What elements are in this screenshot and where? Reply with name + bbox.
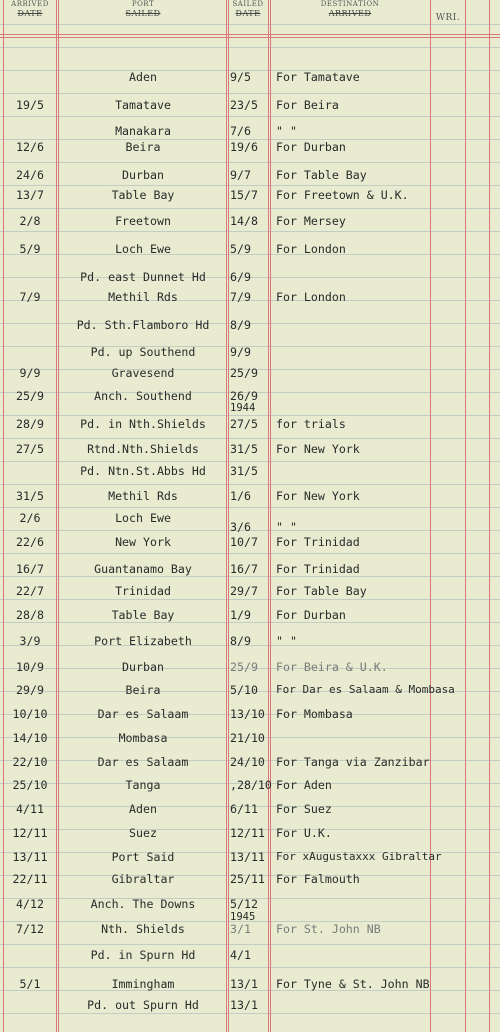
cell-port: Table Bay [111, 608, 175, 622]
year-note: 1945 [230, 911, 256, 923]
cell-port: Dar es Salaam [97, 755, 189, 769]
header-port: PORT SAILED [125, 0, 161, 18]
header-rule [0, 34, 500, 35]
rule-arrived-left [3, 0, 4, 1032]
cell-sail: 25/9 [230, 660, 258, 674]
cell-arr: 4/11 [16, 802, 44, 816]
cell-dest: For Dar es Salaam & Mombasa [276, 683, 455, 696]
cell-port: Manakara [115, 124, 171, 138]
header-destination: DESTINATION ARRIVED [320, 0, 380, 18]
cell-sail: 25/9 [230, 366, 258, 380]
cell-dest: " " [276, 124, 297, 138]
cell-arr: 12/6 [16, 140, 44, 154]
cell-sail: 5/12 [230, 897, 258, 911]
cell-arr: 14/10 [12, 731, 48, 745]
cell-port: Aden [129, 70, 157, 84]
header-sailed: SAILED DATE [232, 0, 264, 18]
cell-arr: 12/11 [12, 826, 48, 840]
cell-port: Durban [122, 660, 164, 674]
cell-sail: 13/11 [230, 850, 265, 864]
cell-arr: 19/5 [16, 98, 44, 112]
cell-dest: For Beira [276, 98, 339, 112]
cell-port: Durban [122, 168, 164, 182]
cell-arr: 10/10 [12, 707, 48, 721]
cell-sail: ,28/10 [230, 778, 272, 792]
cell-arr: 22/11 [12, 872, 48, 886]
cell-port: Pd. east Dunnet Hd [80, 270, 206, 284]
cell-dest: For St. John NB [276, 922, 381, 936]
cell-port: Pd. in Spurn Hd [90, 948, 196, 962]
cell-port: Loch Ewe [115, 242, 171, 256]
header-arrived: ARRIVED DATE [11, 0, 49, 18]
cell-dest: For Suez [276, 802, 332, 816]
cell-arr: 13/11 [12, 850, 48, 864]
cell-port: Port Elizabeth [94, 634, 192, 648]
cell-dest: For Tamatave [276, 70, 360, 84]
cell-port: Gravesend [111, 366, 175, 380]
cell-dest: For London [276, 290, 346, 304]
cell-arr: 29/9 [16, 683, 44, 697]
header-rule-2 [0, 37, 500, 38]
cell-dest: For New York [276, 489, 360, 503]
cell-port: Methil Rds [108, 489, 178, 503]
cell-sail: 9/7 [230, 168, 251, 182]
cell-sail: 25/11 [230, 872, 265, 886]
cell-sail: 7/9 [230, 290, 251, 304]
cell-port: Dar es Salaam [97, 707, 189, 721]
cell-port: Suez [129, 826, 157, 840]
cell-sail: 9/5 [230, 70, 251, 84]
cell-sail: 23/5 [230, 98, 258, 112]
cell-port: Port Said [111, 850, 175, 864]
cell-arr: 22/6 [16, 535, 44, 549]
cell-port: Freetown [115, 214, 171, 228]
cell-sail: 3/1 [230, 922, 251, 936]
cell-port: Nth. Shields [101, 922, 185, 936]
cell-arr: 7/12 [16, 922, 44, 936]
cell-arr: 3/9 [19, 634, 41, 648]
cell-arr: 27/5 [16, 442, 44, 456]
cell-arr: 9/9 [19, 366, 41, 380]
cell-arr: 13/7 [16, 188, 44, 202]
cell-arr: 16/7 [16, 562, 44, 576]
cell-arr: 5/9 [19, 242, 41, 256]
cell-arr: 10/9 [16, 660, 44, 674]
cell-sail: 7/6 [230, 124, 251, 138]
cell-port: Pd. in Nth.Shields [80, 417, 206, 431]
cell-sail: 8/9 [230, 318, 251, 332]
cell-sail: 12/11 [230, 826, 265, 840]
cell-sail: 16/7 [230, 562, 258, 576]
cell-sail: 9/9 [230, 345, 251, 359]
cell-port: Anch. The Downs [90, 897, 196, 911]
cell-port: New York [115, 535, 171, 549]
header-wri: WRI. [435, 13, 461, 23]
cell-port: Pd. Ntn.St.Abbs Hd [80, 464, 206, 478]
cell-arr: 22/10 [12, 755, 48, 769]
cell-sail: 27/5 [230, 417, 258, 431]
cell-port: Aden [129, 802, 157, 816]
cell-port: Tanga [125, 778, 161, 792]
cell-port: Tamatave [115, 98, 171, 112]
cell-dest: for trials [276, 417, 346, 431]
cell-port: Pd. up Southend [90, 345, 196, 359]
cell-port: Guantanamo Bay [94, 562, 192, 576]
cell-dest: For Table Bay [276, 168, 367, 182]
cell-dest: For Tanga via Zanzibar [276, 755, 430, 769]
cell-arr: 25/9 [16, 389, 44, 403]
cell-port: Rtnd.Nth.Shields [87, 442, 199, 456]
year-note: 1944 [230, 402, 256, 414]
cell-port: Methil Rds [108, 290, 178, 304]
cell-dest: For New York [276, 442, 360, 456]
cell-sail: 19/6 [230, 140, 258, 154]
cell-sail: 1/6 [230, 489, 251, 503]
cell-sail: 6/9 [230, 270, 251, 284]
cell-dest: For Tyne & St. John NB [276, 977, 430, 991]
cell-dest: For Durban [276, 608, 346, 622]
cell-sail: 3/6 [230, 520, 251, 534]
cell-dest: For U.K. [276, 826, 332, 840]
cell-arr: 28/9 [16, 417, 44, 431]
cell-arr: 28/8 [16, 608, 44, 622]
cell-arr: 2/8 [19, 214, 41, 228]
cell-sail: 13/1 [230, 998, 258, 1012]
cell-sail: 13/10 [230, 707, 265, 721]
cell-sail: 4/1 [230, 948, 251, 962]
cell-sail: 10/7 [230, 535, 258, 549]
cell-sail: 29/7 [230, 584, 258, 598]
cell-port: Beira [125, 140, 161, 154]
cell-sail: 21/10 [230, 731, 265, 745]
cell-dest: For Beira & U.K. [276, 660, 388, 674]
cell-sail: 26/9 [230, 389, 258, 403]
cell-sail: 31/5 [230, 464, 258, 478]
cell-sail: 5/10 [230, 683, 258, 697]
cell-sail: 8/9 [230, 634, 251, 648]
rule-wri-right [465, 0, 466, 1032]
cell-port: Anch. Southend [94, 389, 192, 403]
cell-sail: 31/5 [230, 442, 258, 456]
rule-dest-left [268, 0, 269, 1032]
cell-arr: 5/1 [19, 977, 41, 991]
cell-dest: For Freetown & U.K. [276, 188, 409, 202]
cell-port: Immingham [111, 977, 175, 991]
cell-port: Table Bay [111, 188, 175, 202]
cell-port: Mombasa [118, 731, 168, 745]
cell-dest: For Trinidad [276, 562, 360, 576]
cell-arr: 4/12 [16, 897, 44, 911]
cell-dest: For London [276, 242, 346, 256]
cell-arr: 24/6 [16, 168, 44, 182]
cell-dest: For Trinidad [276, 535, 360, 549]
cell-dest: For xAugustaxxx Gibraltar [276, 850, 442, 863]
rule-right-edge [489, 0, 490, 1032]
cell-sail: 15/7 [230, 188, 258, 202]
cell-arr: 22/7 [16, 584, 44, 598]
cell-sail: 1/9 [230, 608, 251, 622]
rule-port-left [56, 0, 57, 1032]
cell-dest: For Aden [276, 778, 332, 792]
cell-dest: " " [276, 520, 297, 534]
cell-sail: 24/10 [230, 755, 265, 769]
cell-port: Trinidad [115, 584, 171, 598]
cell-sail: 5/9 [230, 242, 251, 256]
cell-port: Pd. Sth.Flamboro Hd [76, 318, 210, 332]
rule-sailed-left [226, 0, 227, 1032]
cell-dest: For Falmouth [276, 872, 360, 886]
cell-port: Gibraltar [111, 872, 175, 886]
cell-port: Pd. out Spurn Hd [87, 998, 199, 1012]
cell-dest: For Table Bay [276, 584, 367, 598]
cell-port: Loch Ewe [115, 511, 171, 525]
cell-sail: 14/8 [230, 214, 258, 228]
cell-dest: " " [276, 634, 297, 648]
cell-dest: For Mombasa [276, 707, 353, 721]
cell-sail: 13/1 [230, 977, 258, 991]
rule-wri-left [430, 0, 431, 1032]
cell-arr: 7/9 [19, 290, 41, 304]
cell-dest: For Durban [276, 140, 346, 154]
cell-port: Beira [125, 683, 161, 697]
cell-dest: For Mersey [276, 214, 346, 228]
cell-arr: 25/10 [12, 778, 48, 792]
cell-arr: 31/5 [16, 489, 44, 503]
cell-sail: 6/11 [230, 802, 258, 816]
cell-arr: 2/6 [19, 511, 41, 525]
